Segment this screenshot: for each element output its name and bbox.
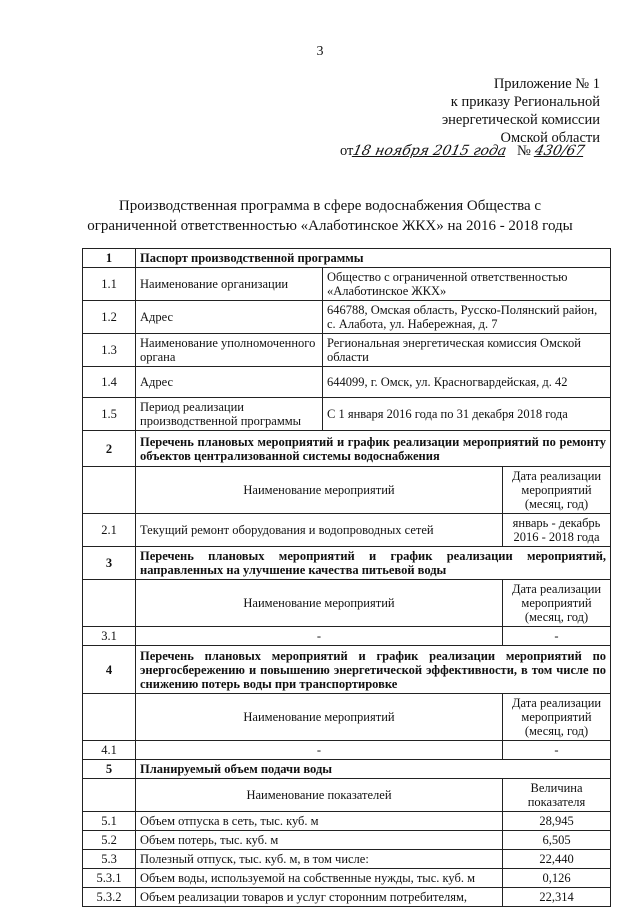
row-value: 646788, Омская область, Русско-Полянский район, с. Алабота, ул. Набережная, д. 7 xyxy=(323,301,611,334)
column-header-date: Дата реализации мероприятий (месяц, год) xyxy=(503,467,611,514)
row-value: 22,314 xyxy=(503,888,611,907)
row-value: 22,440 xyxy=(503,850,611,869)
table-row xyxy=(83,779,611,812)
section-title: Перечень плановых мероприятий и график реализации мероприятий, направленных на улучшение качества питьевой воды xyxy=(136,547,611,580)
row-name: Объем потерь, тыс. куб. м xyxy=(136,831,503,850)
table-row xyxy=(83,694,611,741)
row-value: 28,945 xyxy=(503,812,611,831)
column-header-date: Дата реализации мероприятий (месяц, год) xyxy=(503,694,611,741)
row-number: 3.1 xyxy=(83,627,136,646)
table-row xyxy=(83,741,611,760)
section-title: Паспорт производственной программы xyxy=(136,249,611,268)
row-number: 1.5 xyxy=(83,398,136,431)
column-header-name: Наименование мероприятий xyxy=(136,467,503,514)
table-row xyxy=(83,301,611,334)
row-name: Объем воды, используемой на собственные нужды, тыс. куб. м xyxy=(136,869,503,888)
table-row xyxy=(83,268,611,301)
row-name: Объем реализации товаров и услуг сторонним потребителям, xyxy=(136,888,503,907)
section-title: Перечень плановых мероприятий и график реализации мероприятий по энергосбережению и повышению энергетической эффективности, в том числе по снижению потерь воды при транспортировке xyxy=(136,646,611,694)
empty-cell xyxy=(83,779,136,812)
row-number: 5.1 xyxy=(83,812,136,831)
table-row xyxy=(83,646,611,694)
row-date: - xyxy=(503,627,611,646)
section-number: 4 xyxy=(83,646,136,694)
row-number: 5.3.1 xyxy=(83,869,136,888)
section-title: Планируемый объем подачи воды xyxy=(136,760,611,779)
row-label: Адрес xyxy=(136,367,323,398)
appendix-line-4: Омской области xyxy=(500,130,600,146)
table-row xyxy=(83,398,611,431)
row-value: 644099, г. Омск, ул. Красногвардейская, д. 42 xyxy=(323,367,611,398)
row-value: С 1 января 2016 года по 31 декабря 2018 года xyxy=(323,398,611,431)
row-value: Региональная энергетическая комиссия Омской области xyxy=(323,334,611,367)
section-number: 5 xyxy=(83,760,136,779)
table-row xyxy=(83,831,611,850)
section-number: 2 xyxy=(83,431,136,467)
row-number: 5.2 xyxy=(83,831,136,850)
row-label: Наименование организации xyxy=(136,268,323,301)
column-header-name: Наименование мероприятий xyxy=(136,580,503,627)
row-label: Адрес xyxy=(136,301,323,334)
column-header-date: Дата реализации мероприятий (месяц, год) xyxy=(503,580,611,627)
table-row xyxy=(83,850,611,869)
row-number: 2.1 xyxy=(83,514,136,547)
row-number: 5.3 xyxy=(83,850,136,869)
program-table xyxy=(82,248,611,907)
handwritten-number: 430/67 xyxy=(532,143,586,159)
row-date: январь - декабрь 2016 - 2018 года xyxy=(503,514,611,547)
table-row xyxy=(83,334,611,367)
row-number: 1.1 xyxy=(83,268,136,301)
section-number: 3 xyxy=(83,547,136,580)
empty-cell xyxy=(83,580,136,627)
row-number: 5.3.2 xyxy=(83,888,136,907)
order-date-number-line xyxy=(340,143,584,160)
table-row xyxy=(83,367,611,398)
row-name: Полезный отпуск, тыс. куб. м, в том числе: xyxy=(136,850,503,869)
appendix-block xyxy=(442,75,600,147)
document-title xyxy=(60,196,600,236)
table-row xyxy=(83,514,611,547)
row-name: Объем отпуска в сеть, тыс. куб. м xyxy=(136,812,503,831)
section-number: 1 xyxy=(83,249,136,268)
section-title: Перечень плановых мероприятий и график реализации мероприятий по ремонту объектов централизованной системы водоснабжения xyxy=(136,431,611,467)
table-row xyxy=(83,627,611,646)
column-header-name: Наименование мероприятий xyxy=(136,694,503,741)
page-number: 3 xyxy=(316,44,324,59)
row-label: Период реализации производственной программы xyxy=(136,398,323,431)
column-header-name: Наименование показателей xyxy=(136,779,503,812)
appendix-line-3: энергетической комиссии xyxy=(441,112,600,128)
row-value: 0,126 xyxy=(503,869,611,888)
title-line-2: ограниченной ответственностью «Алаботинское ЖКХ» на 2016 - 2018 годы xyxy=(87,218,573,234)
row-number: 4.1 xyxy=(83,741,136,760)
empty-cell xyxy=(83,467,136,514)
empty-cell xyxy=(83,694,136,741)
row-date: - xyxy=(503,741,611,760)
table-row xyxy=(83,431,611,467)
table-row xyxy=(83,869,611,888)
row-label: Наименование уполномоченного органа xyxy=(136,334,323,367)
row-name: - xyxy=(136,627,503,646)
table-row xyxy=(83,812,611,831)
row-name: Текущий ремонт оборудования и водопроводных сетей xyxy=(136,514,503,547)
table-row xyxy=(83,760,611,779)
title-line-1: Производственная программа в сфере водоснабжения Общества с xyxy=(118,198,542,214)
table-row xyxy=(83,888,611,907)
appendix-line-1: Приложение № 1 xyxy=(493,76,600,92)
row-value: Общество с ограниченной ответственностью «Алаботинское ЖКХ» xyxy=(323,268,611,301)
row-value: 6,505 xyxy=(503,831,611,850)
row-name: - xyxy=(136,741,503,760)
row-number: 1.2 xyxy=(83,301,136,334)
table-row xyxy=(83,249,611,268)
appendix-line-2: к приказу Региональной xyxy=(450,94,600,110)
row-number: 1.4 xyxy=(83,367,136,398)
number-label: № xyxy=(517,143,531,159)
handwritten-date: 18 ноября 2015 года xyxy=(351,143,509,159)
table-row xyxy=(83,580,611,627)
row-number: 1.3 xyxy=(83,334,136,367)
table-row xyxy=(83,467,611,514)
table-row xyxy=(83,547,611,580)
column-header-value: Величина показателя xyxy=(503,779,611,812)
from-label: от xyxy=(340,143,354,159)
